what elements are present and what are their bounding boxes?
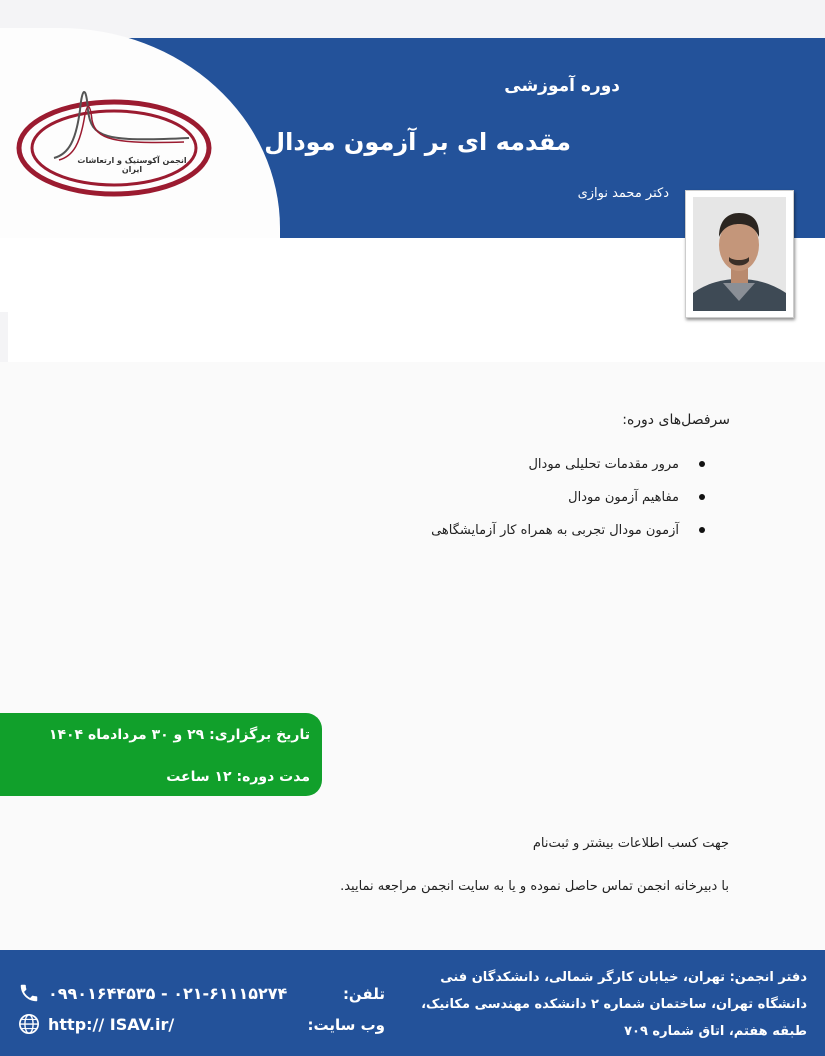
topic-list bbox=[431, 452, 705, 551]
bullet-icon bbox=[699, 461, 705, 467]
topics-heading: سرفصل‌های دوره: bbox=[622, 412, 730, 428]
topic-text: مرور مقدمات تحلیلی مودال bbox=[528, 457, 679, 472]
photo-image bbox=[693, 197, 786, 311]
address-line-3: طبقه هفتم، اتاق شماره ۷۰۹ bbox=[624, 1024, 807, 1039]
globe-icon bbox=[18, 1013, 40, 1035]
topic-text: آزمون مودال تجربی به همراه کار آزمایشگاهی bbox=[431, 523, 679, 538]
course-label: دوره آموزشی bbox=[504, 76, 620, 96]
society-logo bbox=[14, 80, 214, 210]
schedule-box bbox=[0, 713, 322, 796]
logo-text: انجمن آکوستیک و ارتعاشات ایران bbox=[77, 156, 187, 174]
course-duration: مدت دوره: ۱۲ ساعت bbox=[166, 769, 310, 785]
list-item bbox=[431, 485, 705, 518]
list-item bbox=[431, 518, 705, 551]
topic-text: مفاهیم آزمون مودال bbox=[568, 490, 679, 505]
logo-graphic bbox=[14, 80, 214, 210]
bullet-icon bbox=[699, 527, 705, 533]
address-line-1: دفتر انجمن: تهران، خیابان کارگر شمالی، دانشکدگان فنی bbox=[440, 970, 807, 985]
list-item bbox=[431, 452, 705, 485]
info-heading: جهت کسب اطلاعات بیشتر و ثبت‌نام bbox=[532, 836, 729, 851]
course-title: مقدمه ای بر آزمون مودال bbox=[264, 128, 571, 156]
panel-edge bbox=[0, 312, 8, 362]
instructor-name: دکتر محمد نوازی bbox=[577, 186, 669, 201]
top-strip bbox=[0, 0, 825, 38]
phone-number[interactable]: ۰۹۹۰۱۶۴۴۵۳۵ - ۰۲۱-۶۱۱۱۵۲۷۴ bbox=[48, 984, 288, 1003]
info-text: با دبیرخانه انجمن تماس حاصل نموده و یا به سایت انجمن مراجعه نمایید. bbox=[340, 879, 729, 894]
course-date: تاریخ برگزاری: ۲۹ و ۳۰ مردادماه ۱۴۰۴ bbox=[48, 727, 310, 743]
phone-label: تلفن: bbox=[342, 985, 385, 1003]
footer bbox=[0, 950, 825, 1056]
website-link[interactable]: http:// ISAV.ir/ bbox=[48, 1015, 175, 1034]
website-label: وب سایت: bbox=[307, 1016, 385, 1034]
phone-icon bbox=[18, 982, 40, 1004]
address-line-2: دانشگاه تهران، ساختمان شماره ۲ دانشکده مهندسی مکانیک، bbox=[421, 997, 807, 1012]
instructor-photo bbox=[685, 190, 794, 318]
bullet-icon bbox=[699, 494, 705, 500]
